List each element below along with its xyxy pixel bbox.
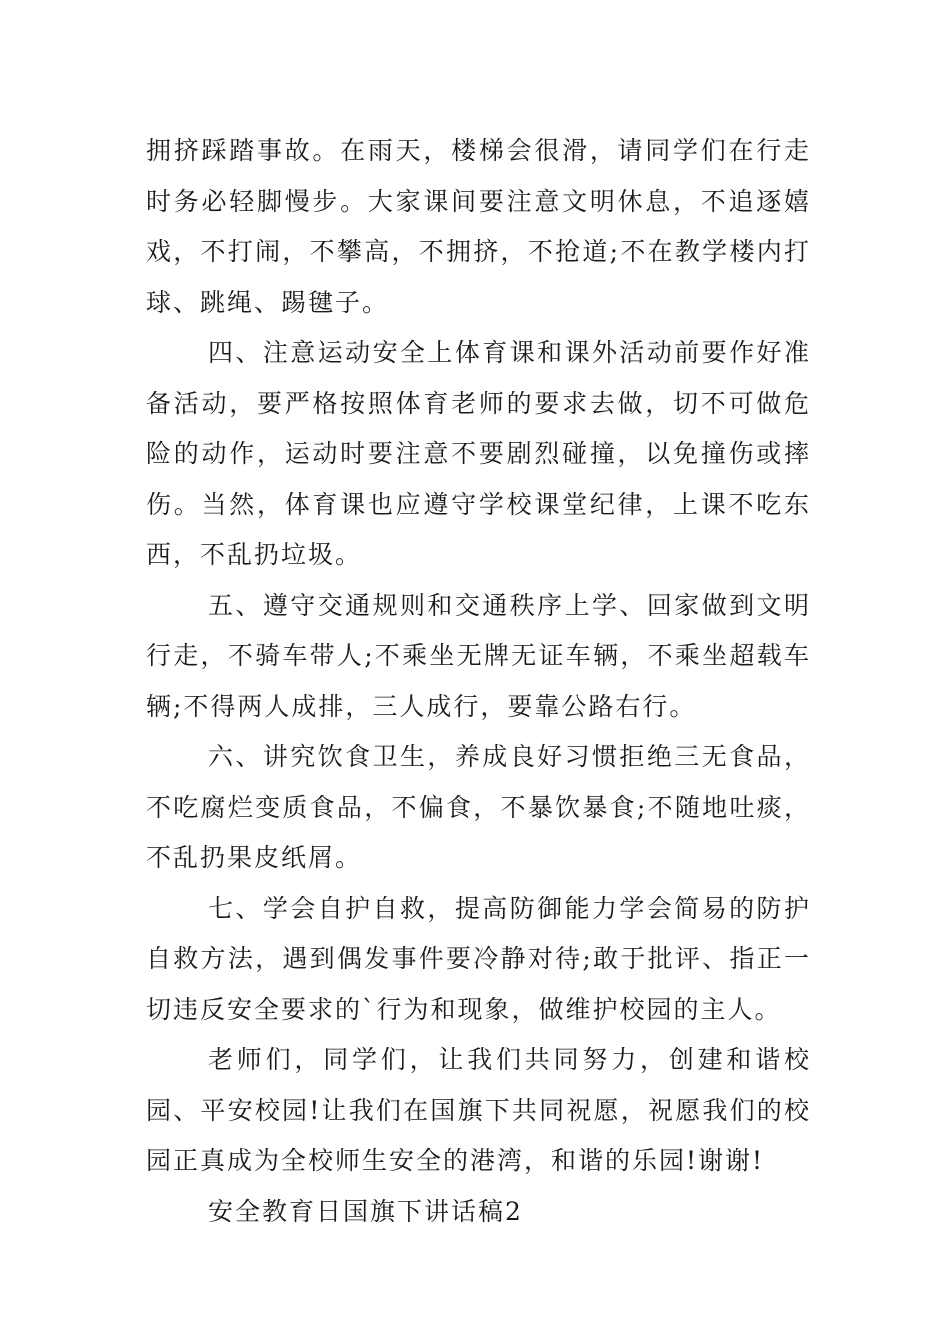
paragraph-food-hygiene: 六、讲究饮食卫生，养成良好习惯拒绝三无食品，不吃腐烂变质食品，不偏食，不暴饮暴食;不随地吐痰，不乱扔果皮纸屑。 bbox=[146, 742, 811, 872]
paragraph-closing: 老师们，同学们，让我们共同努力，创建和谐校园、平安校园!让我们在国旗下共同祝愿，祝愿我们的校园正真成为全校师生安全的港湾，和谐的乐园!谢谢! bbox=[146, 1045, 811, 1175]
paragraph-self-protection: 七、学会自护自救，提高防御能力学会简易的防护自救方法，遇到偶发事件要冷静对待;敢于批评、指正一切违反安全要求的`行为和现象，做维护校园的主人。 bbox=[146, 893, 811, 1024]
paragraph-sports-safety: 四、注意运动安全上体育课和课外活动前要作好准备活动，要严格按照体育老师的要求去做，切不可做危险的动作，运动时要注意不要剧烈碰撞，以免撞伤或摔伤。当然，体育课也应遵守学校课堂纪律，上课不吃东西，不乱扔垃圾。 bbox=[146, 338, 811, 569]
document-body bbox=[146, 126, 811, 1237]
next-speech-title: 安全教育日国旗下讲话稿2 bbox=[208, 1196, 523, 1226]
paragraph-traffic-rules: 五、遵守交通规则和交通秩序上学、回家做到文明行走，不骑车带人;不乘坐无牌无证车辆，不乘坐超载车辆;不得两人成排，三人成行，要靠公路右行。 bbox=[146, 590, 811, 721]
paragraph-continuation: 拥挤踩踏事故。在雨天，楼梯会很滑，请同学们在行走时务必轻脚慢步。大家课间要注意文明休息，不追逐嬉戏，不打闹，不攀高，不拥挤，不抢道;不在教学楼内打球、跳绳、踢毽子。 bbox=[146, 136, 811, 317]
